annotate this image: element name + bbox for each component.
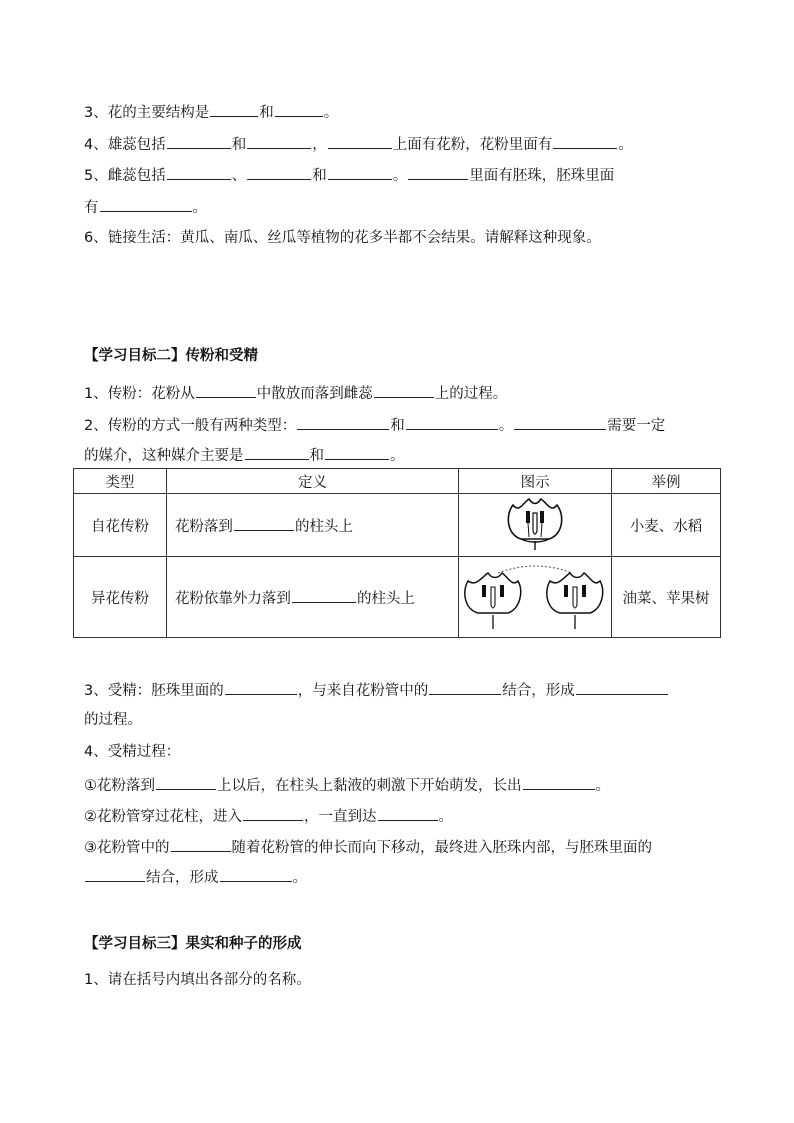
q3-text: 。 [323,105,339,121]
blank[interactable] [243,805,303,821]
q4-text: 4、雄蕊包括 [84,137,166,153]
blank[interactable] [247,164,311,180]
s2-question-3-cont: 的过程。 [84,712,142,728]
s2q3-text: 3、受精：胚珠里面的 [84,683,224,699]
blank[interactable] [275,101,323,117]
question-4 [84,133,633,155]
s2-question-1 [84,382,507,404]
step-text: 随着花粉管的伸长而向下移动，最终进入胚珠内部，与胚珠里面的 [231,840,652,856]
blank[interactable] [156,774,216,790]
blank[interactable] [220,866,292,882]
q4-text: ， [312,137,327,153]
s2-question-3 [84,679,669,701]
s2q1-text: 中散放而落到雌蕊 [256,386,373,402]
question-3 [84,101,338,123]
question-6: 6、链接生活：黄瓜、南瓜、丝瓜等植物的花多半都不会结果。请解释这种现象。 [84,230,601,246]
s2q2-text: 需要一定 [607,418,666,434]
blank[interactable] [210,101,258,117]
blank[interactable] [100,196,192,212]
header-diagram: 图示 [459,469,612,494]
q5-text: 和 [312,168,327,184]
q5-text: 里面有胚珠，胚珠里面 [469,168,615,184]
blank[interactable] [297,414,389,430]
pollination-table [73,468,721,638]
step-text: 。 [292,870,307,886]
cross-pollination-diagram [459,557,612,638]
self-pollination-diagram [459,494,612,557]
q4-text: 。 [618,137,633,153]
blank[interactable] [247,133,311,149]
table-header-row [74,469,721,494]
q3-text: 3、花的主要结构是 [84,105,210,121]
def-text: 的柱头上 [294,518,353,535]
blank[interactable] [328,164,392,180]
s2q3-text: ，与来自花粉管中的 [297,683,429,699]
q5-text: 、 [231,168,247,184]
blank[interactable] [196,382,256,398]
s2-question-4-step-3 [84,836,652,858]
header-definition: 定义 [166,469,458,494]
s2-question-2-cont [84,444,405,466]
blank[interactable] [523,774,595,790]
s2-question-4-title: 4、受精过程： [84,744,181,760]
blank[interactable] [225,679,297,695]
blank[interactable] [167,133,231,149]
s2q2-text: 和 [390,418,405,434]
q3-text: 和 [259,105,274,121]
q5-text: 。 [192,200,207,216]
row-type: 自花传粉 [74,494,167,557]
blank[interactable] [553,133,617,149]
step-text: 。 [438,809,453,825]
s2-question-4-step-3-cont [84,866,307,888]
row-type: 异花传粉 [74,557,167,638]
blank[interactable] [374,382,434,398]
blank[interactable] [167,164,231,180]
step-text: 结合，形成 [146,870,219,886]
header-type: 类型 [74,469,167,494]
section-2-heading: 【学习目标二】传粉和受精 [84,348,258,364]
s2q2-text: 的媒介，这种媒介主要是 [84,448,244,464]
blank[interactable] [85,866,145,882]
def-text: 花粉落到 [174,518,233,535]
step-text: 。 [595,778,610,794]
q5-text: 。 [392,168,408,184]
step-text: ②花粉管穿过花柱，进入 [84,809,242,825]
blank[interactable] [292,587,356,603]
step-text: ，一直到达 [304,809,377,825]
s2q2-text: 2、传粉的方式一般有两种类型： [84,418,297,434]
step-text: ①花粉落到 [84,778,155,794]
s2q2-text: 。 [498,418,514,434]
q5-text: 5、雌蕊包括 [84,168,166,184]
row-definition [166,494,458,557]
blank[interactable] [325,444,389,460]
section-3-heading: 【学习目标三】果实和种子的形成 [84,936,302,952]
header-example: 举例 [612,469,721,494]
s2q2-text: 和 [309,448,324,464]
blank[interactable] [576,679,668,695]
blank[interactable] [171,836,231,852]
blank[interactable] [328,133,392,149]
step-text: 上以后，在柱头上黏液的刺激下开始萌发，长出 [217,778,522,794]
row-example: 小麦、水稻 [612,494,721,557]
row-definition [166,557,458,638]
blank[interactable] [234,515,294,531]
step-text: ③花粉管中的 [84,840,170,856]
table-row [74,557,721,638]
q4-text: 和 [231,137,247,153]
q4-text: 上面有花粉，花粉里面有 [392,137,553,153]
q5-text: 有 [84,200,99,216]
s2q1-text: 上的过程。 [434,386,508,402]
s2-question-4-step-2 [84,805,453,827]
blank[interactable] [378,805,438,821]
blank[interactable] [406,414,498,430]
question-5-cont [84,196,207,218]
s2q1-text: 1、传粉：花粉从 [84,386,195,402]
row-example: 油菜、苹果树 [612,557,721,638]
s3-question-1: 1、请在括号内填出各部分的名称。 [84,972,311,988]
s2-question-2 [84,414,665,436]
blank[interactable] [245,444,309,460]
question-5 [84,164,614,186]
blank[interactable] [514,414,606,430]
blank[interactable] [408,164,468,180]
blank[interactable] [429,679,501,695]
def-text: 花粉依靠外力落到 [174,590,291,607]
def-text: 的柱头上 [356,590,415,607]
two-flowers-icon [460,559,610,631]
s2-question-4-step-1 [84,774,610,796]
table-row [74,494,721,557]
s2q2-text: 。 [390,448,405,464]
flower-icon [499,495,571,551]
s2q3-text: 结合，形成 [502,683,575,699]
